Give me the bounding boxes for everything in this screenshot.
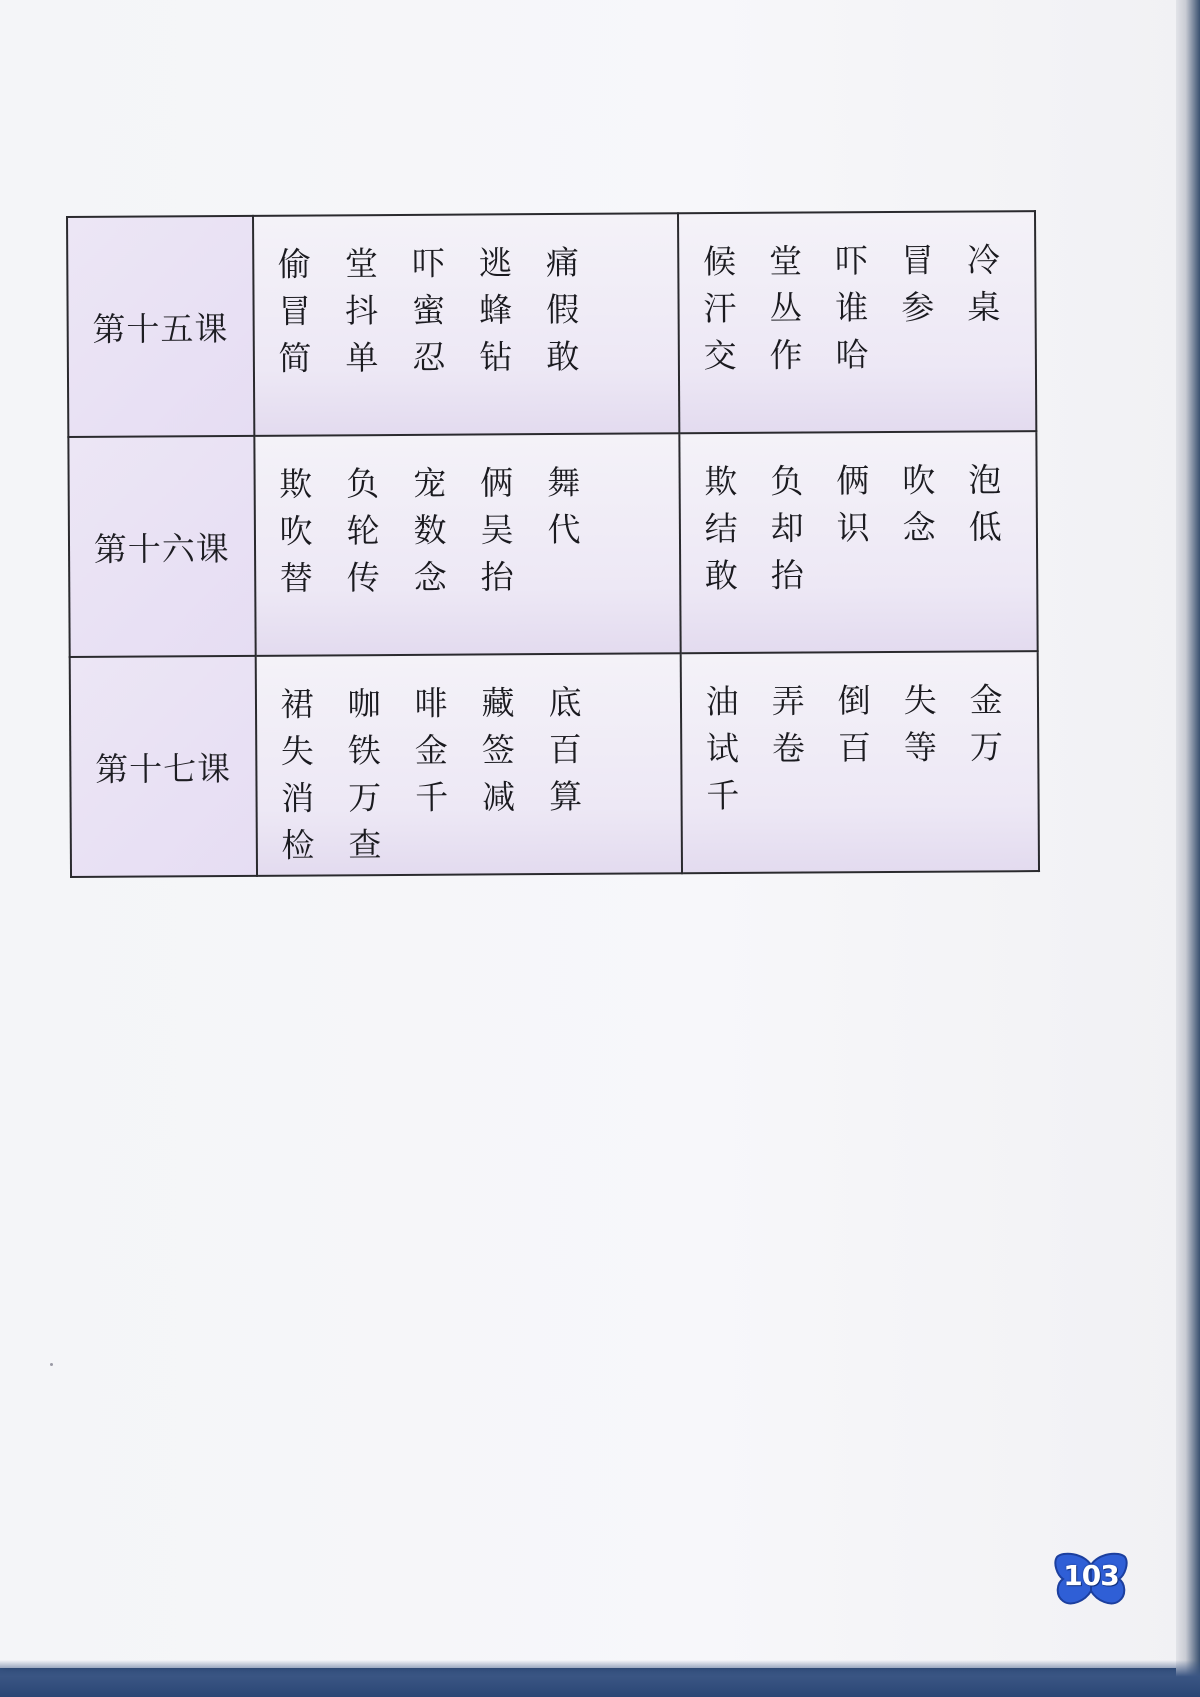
vocab-character: 裙 — [280, 684, 314, 724]
vocab-character: 抬 — [770, 555, 805, 595]
vocab-character: 蜂 — [479, 290, 513, 330]
vocab-character: 金 — [969, 680, 1003, 720]
vocab-character: 代 — [547, 509, 581, 550]
char-grid — [254, 214, 678, 382]
reading-characters-cell — [254, 433, 680, 656]
vocab-character: 交 — [703, 335, 737, 376]
vocab-character: 负 — [346, 464, 380, 504]
vocab-character: 桌 — [967, 287, 1001, 327]
vocab-character: 谁 — [835, 288, 869, 328]
vocab-character: 念 — [902, 507, 936, 547]
vocab-character: 吓 — [834, 241, 869, 281]
lesson-cell — [68, 436, 255, 657]
vocab-character: 签 — [481, 730, 515, 770]
vocab-character: 吓 — [411, 243, 446, 283]
vocab-character: 算 — [549, 776, 583, 817]
vocab-character: 吹 — [902, 460, 936, 500]
vocab-character: 蜜 — [412, 290, 446, 330]
table-row-lesson-15 — [67, 211, 1036, 437]
page-number-badge — [1053, 1551, 1129, 1605]
vocab-character: 倒 — [837, 681, 871, 721]
vocab-character: 减 — [482, 777, 516, 817]
page-number: 103 — [1063, 1559, 1119, 1592]
vocab-character: 堂 — [768, 241, 803, 281]
vocab-character: 忍 — [412, 337, 446, 377]
writing-characters-cell — [678, 211, 1037, 433]
vocab-character: 却 — [770, 508, 804, 548]
vocab-character: 啡 — [414, 683, 448, 723]
vocab-character: 泡 — [968, 460, 1002, 500]
vocab-character: 数 — [413, 510, 447, 550]
lesson-label: 第十七课 — [95, 748, 232, 789]
vocab-character: 候 — [702, 241, 737, 282]
vocab-character: 敢 — [546, 336, 580, 377]
book-binding-shadow — [0, 1660, 1200, 1697]
vocab-character: 等 — [903, 727, 938, 767]
vocab-character: 钻 — [479, 337, 513, 377]
vocab-character: 试 — [705, 728, 740, 769]
table-row-lesson-16 — [68, 431, 1037, 657]
vocab-character: 丛 — [769, 288, 803, 328]
vocab-character: 宠 — [413, 463, 447, 503]
vocab-character: 敢 — [704, 555, 739, 596]
vocabulary-table — [66, 210, 1040, 878]
vocab-character: 失 — [903, 680, 937, 720]
vocab-character: 俩 — [836, 461, 870, 501]
vocab-character: 油 — [705, 681, 739, 722]
vocab-character: 失 — [280, 731, 314, 771]
table-row-lesson-17 — [70, 651, 1039, 877]
char-grid — [256, 654, 680, 869]
vocab-character: 结 — [704, 508, 738, 549]
lesson-label: 第十五课 — [92, 308, 229, 349]
page-edge — [1176, 0, 1200, 1697]
vocab-character: 百 — [548, 729, 582, 770]
vocab-character: 哈 — [835, 335, 869, 375]
vocab-character: 百 — [837, 728, 872, 768]
vocab-character: 消 — [281, 778, 315, 818]
vocab-character: 偷 — [277, 244, 312, 284]
vocab-character: 识 — [836, 508, 870, 548]
vocab-character: 弄 — [771, 681, 805, 721]
reading-characters-cell — [255, 653, 681, 876]
paper-speck — [50, 1363, 53, 1366]
vocab-character: 假 — [546, 289, 580, 330]
char-grid — [255, 434, 679, 602]
vocab-character: 检 — [281, 825, 315, 865]
vocab-character: 传 — [346, 558, 380, 598]
vocab-character: 千 — [706, 775, 740, 816]
char-grid — [681, 652, 1037, 819]
char-grid — [680, 432, 1036, 599]
vocab-character: 欺 — [279, 464, 313, 504]
vocab-character: 铁 — [347, 731, 381, 771]
vocab-character: 负 — [770, 461, 804, 501]
lesson-label: 第十六课 — [93, 528, 230, 569]
char-grid — [679, 212, 1035, 379]
vocab-character: 舞 — [547, 462, 581, 503]
vocab-character: 作 — [769, 335, 803, 375]
lesson-cell — [70, 656, 257, 877]
vocab-character: 单 — [345, 338, 379, 378]
lesson-cell — [67, 216, 254, 437]
vocab-character: 简 — [278, 338, 312, 378]
vocab-character: 抖 — [345, 291, 379, 331]
vocab-character: 低 — [968, 507, 1002, 547]
vocab-character: 汗 — [703, 288, 737, 329]
vocab-character: 欺 — [704, 461, 738, 502]
vocab-character: 冷 — [966, 240, 1001, 280]
writing-characters-cell — [679, 431, 1038, 653]
vocab-character: 替 — [279, 558, 313, 598]
vocab-character: 冒 — [900, 240, 935, 280]
vocab-character: 万 — [969, 727, 1004, 767]
vocab-character: 痛 — [545, 242, 580, 283]
vocab-character: 卷 — [771, 728, 806, 768]
writing-characters-cell — [680, 651, 1039, 873]
vocab-character: 咖 — [347, 684, 381, 724]
vocab-character: 念 — [413, 557, 447, 597]
vocab-character: 逃 — [478, 243, 513, 283]
vocab-character: 堂 — [344, 244, 379, 284]
vocab-character: 吴 — [480, 510, 514, 550]
vocab-character: 参 — [901, 287, 935, 327]
vocab-character: 查 — [348, 825, 382, 865]
vocab-character: 底 — [548, 682, 582, 723]
vocab-character: 抬 — [480, 557, 514, 597]
vocab-character: 藏 — [481, 683, 515, 723]
vocab-character: 俩 — [480, 463, 514, 503]
vocab-character: 轮 — [346, 511, 380, 551]
vocab-character: 冒 — [278, 291, 312, 331]
reading-characters-cell — [253, 213, 679, 436]
vocab-character: 金 — [414, 730, 448, 770]
vocab-character: 千 — [415, 777, 449, 817]
vocab-character: 吹 — [279, 511, 313, 551]
vocab-character: 万 — [348, 778, 382, 818]
